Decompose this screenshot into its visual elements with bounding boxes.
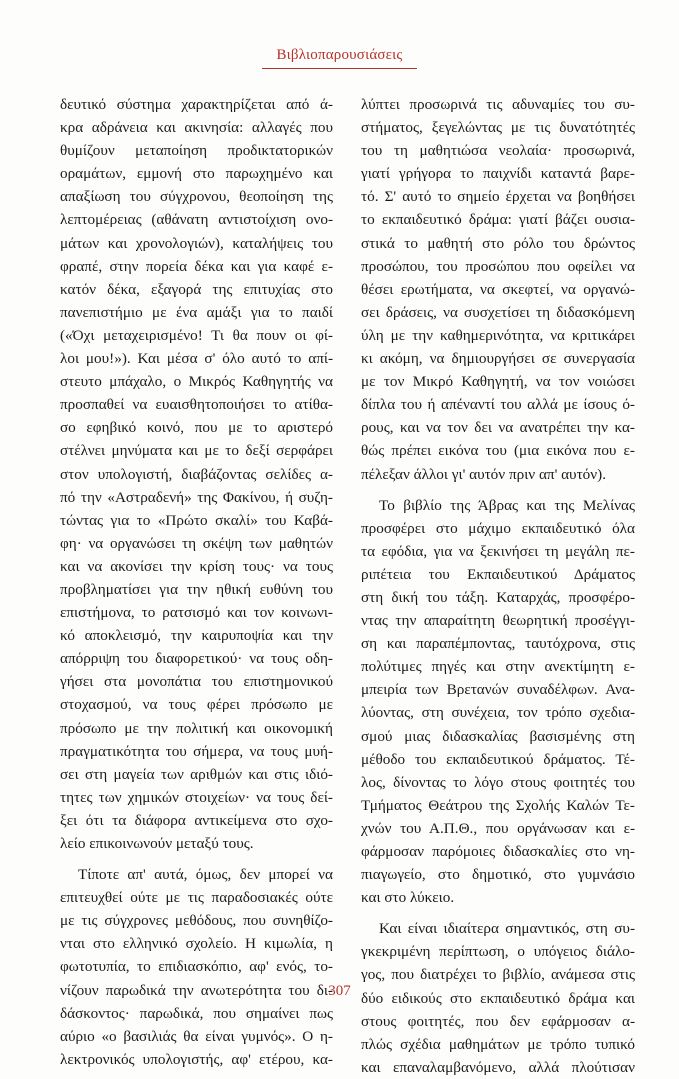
text-line: φάρμοσαν παρόμοιες διδασκαλίες στο νη- [361, 843, 635, 860]
text-line: οραμάτων, εμμονή στο παρωχημένο και [60, 165, 333, 183]
text-line: πλώς σχέδια μαθημάτων με τρόπο τυπικό [361, 1035, 635, 1053]
text-line: προσώπου, του προσώπου που οφείλει να [361, 257, 635, 275]
text-line: δύο ειδικούς στο εκπαιδευτικό δράμα και [361, 989, 635, 1007]
text-line: λείο επικοινωνούν μεταξύ τους. [60, 835, 254, 852]
text-line: θυμίζουν μεταποίηση προδικτατορικών [60, 142, 333, 160]
text-line: θώς πρέπει εικόνα του (μια εικόνα που ε- [361, 442, 635, 460]
text-line: λος, δίνοντας το λόγο στους φοιτητές του [361, 773, 635, 791]
text-line: με τις σύγχρονες μεθόδους, που συνηθίζο- [60, 912, 333, 930]
text-line: πό την «Αστραδενή» της Φακίνου, ή συζη- [60, 488, 333, 506]
text-line: γκεκριμένη περίπτωση, ο υπόγειος διάλο- [361, 943, 635, 961]
text-line: φωτοτυπία, το επιδιασκόπιο, αφ' ενός, το- [60, 958, 333, 976]
text-line: Και είναι ιδιαίτερα σημαντικός, στη συ- [379, 920, 635, 938]
text-line: προσφέρει στο μάχιμο εκπαιδευτικό όλα [361, 519, 635, 537]
paragraph-gap [361, 486, 635, 494]
text-line: ση και παραπέμποντας, ταυτόχρονα, στις [361, 635, 635, 653]
text-line: Τίποτε απ' αυτά, όμως, δεν μπορεί να [78, 866, 333, 884]
text-line: το εκπαιδευτικό δράμα: γιατί βάζει ουσια- [361, 211, 635, 229]
text-line: θέσει ερωτήματα, να σκεφτεί, να οργανώ- [361, 280, 635, 298]
left-column [60, 93, 333, 1071]
text-line: ύλη με την καθημερινότητα, να κριτικάρει [361, 326, 635, 344]
text-line: λύπτει προσωρινά τις αδυναμίες του συ- [361, 96, 635, 113]
text-line: στέλνει μηνύματα και με το δεξί σερφάρει [60, 442, 333, 460]
text-line: γήσει στα μονοπάτια του επιστημονικού [60, 673, 333, 691]
text-line: νται στο ελληνικό σχολείο. Η κιμωλία, η [60, 935, 333, 953]
text-line: προβληματίσει για την ηθική ευθύνη του [60, 580, 333, 598]
text-line: δάσκοντος· παρωδικά, που σημαίνει πως [60, 1004, 333, 1022]
text-line: κι ακόμη, να δημιουργήσει σε συνεργασία [361, 350, 635, 368]
text-line: πανεπιστήμιο με ένα αμάξι για το παιδί [60, 303, 333, 321]
text-line: κατόν δέκα, εξαγορά της επιτυχίας στο [60, 280, 333, 298]
text-line: σει δράσεις, να συσχετίσει τη διδασκόμενη [361, 303, 635, 321]
text-line: λοι μου!»). Και μέσα σ' όλο αυτό το απί- [60, 350, 333, 368]
text-line: στήματος, ξεγελώντας με τις δυνατότητές [361, 119, 635, 137]
text-line: δευτικό σύστημα χαρακτηρίζεται από ά- [60, 96, 333, 113]
text-line: μέθοδο του εκπαιδευτικού δράματος. Τέ- [361, 750, 635, 768]
text-line: τό. Σ' αυτό το σημείο έρχεται να βοηθήσει [361, 188, 635, 206]
paragraph-gap [361, 909, 635, 917]
text-line: στευτο μπάχαλο, ο Μικρός Καθηγητής να [60, 373, 333, 391]
text-line: απαξίωση του σύγχρονου, θεοποίηση της [60, 188, 333, 206]
text-line: Τμήματος Θεάτρου της Σχολής Καλών Τε- [361, 796, 635, 814]
text-line: και επαναλαμβανόμενο, αλλά πλούτισαν [361, 1058, 635, 1076]
text-line: ρους, και να τον δει να ανατρέπει την κα- [361, 419, 635, 437]
text-line: επιτευχθεί ούτε με τις παραδοσιακές ούτε [60, 889, 333, 907]
text-line: λύοντας, στη συνέχεια, τον τρόπο σχεδια- [361, 704, 635, 722]
text-line: φραπέ, στην πορεία δέκα και για καφέ ε- [60, 257, 333, 275]
text-line: του τη μαθητιώσα νεολαία· προσωρινά, [361, 142, 635, 160]
text-line: πέλεξαν άλλοι γι' αυτόν πριν απ' αυτόν). [361, 465, 606, 483]
text-line: τητες των χημικών στοιχείων· να τους δεί- [60, 788, 333, 806]
text-line: χνών του Α.Π.Θ., που οργάνωσαν και ε- [361, 819, 635, 837]
text-line: τώντας για το «Πρώτο σκαλί» του Καβά- [60, 511, 333, 529]
text-line: και στο λύκειο. [361, 889, 455, 907]
right-column [361, 93, 635, 1079]
text-line: μάτων και χρονολογιών), καταλήψεις του [60, 234, 333, 252]
text-line: πρόσωπο με την πολιτική και οικονομική [60, 719, 333, 737]
text-line: γος, που διατρέχει το βιβλίο, ανάμεσα στις [361, 966, 635, 984]
text-line: στον υπολογιστή, διαβάζοντας σελίδες α- [60, 465, 333, 483]
text-line: πιαγωγείο, στο δημοτικό, στο γυμνάσιο [361, 866, 635, 884]
text-line: ριπέτεια του Εκπαιδευτικού Δράματος [361, 565, 635, 583]
text-line: πραγματικότητα του σήμερα, να τους μυή- [60, 742, 333, 760]
text-line: λεπτομέρειας (αθάνατη αντιστοίχιση ονο- [60, 211, 333, 229]
text-line: φη· να οργανώσει τη σκέψη των μαθητών [60, 534, 333, 552]
text-line: ξει ότι τα διάφορα αντικείμενα στο σχο- [60, 811, 333, 829]
text-line: κό αποκλεισμό, την καιρυποψία και την [60, 627, 333, 645]
text-line: («Όχι μεταχειρισμένο! Τι θα πουν οι φί- [60, 326, 333, 344]
running-header [0, 46, 679, 69]
paragraph-gap [60, 855, 333, 863]
text-line: προσπαθεί να ευαισθητοποιήσει το ατίθα- [60, 396, 333, 414]
text-line: στους φοιτητές, που δεν εφάρμοσαν α- [361, 1012, 635, 1030]
text-line: Το βιβλίο της Άβρας και της Μελίνας [379, 496, 635, 514]
text-line: γιατί γρήγορα το παιχνίδι καταντά βαρε- [361, 165, 635, 183]
text-line: νίζουν παρωδικά την ανωτερότητα του δι- [60, 981, 333, 999]
text-line: σμού μιας διδασκαλίας βασισμένης στη [361, 727, 635, 745]
text-line: με τον Μικρό Καθηγητή, να τον νοιώσει [361, 373, 635, 391]
text-line: πολύτιμες πηγές και στην ανεκτίμητη ε- [361, 658, 635, 676]
text-line: στικά το μαθητή στο ρόλο του δρώντος [361, 234, 635, 252]
section-title: Βιβλιοπαρουσιάσεις [262, 47, 416, 69]
text-line: επιστήμονα, το ρατσισμό και τον κοινωνι- [60, 604, 333, 622]
text-line: κρα αδράνεια και ακινησία: αλλαγές που [60, 119, 333, 137]
text-line: τα εφόδια, για να ξεκινήσει τη μεγάλη πε- [361, 542, 635, 560]
text-line: απόρριψη του διαφορετικού· να τους οδη- [60, 650, 333, 668]
page-number: 307 [328, 983, 351, 999]
text-line: λεκτρονικός υπολογιστής, αφ' ετέρου, κα- [60, 1050, 333, 1068]
text-line: σο εφηβικό κοινό, που με το αριστερό [60, 419, 333, 437]
text-line: ντας την απαραίτητη θεωρητική προσέγγι- [361, 612, 635, 630]
text-line: στοχασμού, να τους φέρει πρόσωπο με [60, 696, 333, 714]
text-line: μπειρία των Βρετανών συναδέλφων. Ανα- [361, 681, 635, 699]
text-line: σει στη μαγεία των αριθμών και στις ιδιό- [60, 765, 333, 783]
text-line: αύριο «ο βασιλιάς θα είναι γυμνός». Ο η- [60, 1027, 333, 1045]
text-line: στη δική του τάξη. Καταρχάς, προσφέρο- [361, 588, 635, 606]
text-line: και να ακονίσει την κρίση τους· να τους [60, 557, 333, 575]
text-line: δίπλα του ή απέναντί του αλλά με ίσους ό- [361, 396, 635, 414]
